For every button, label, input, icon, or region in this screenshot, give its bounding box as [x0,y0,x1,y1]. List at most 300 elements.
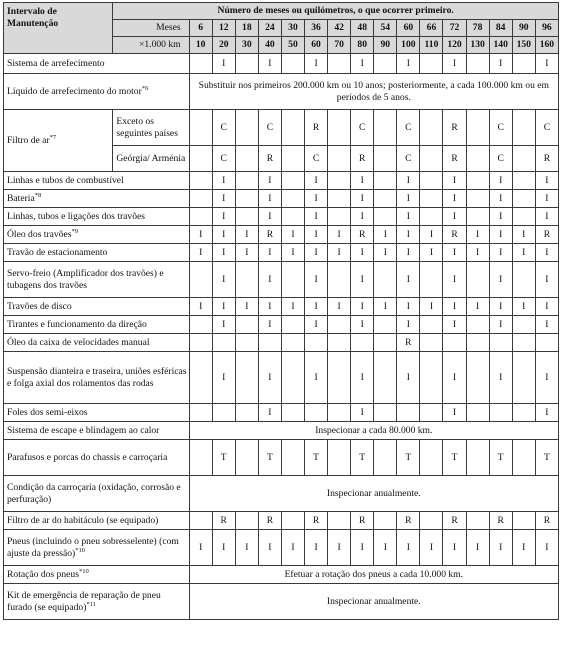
item-label-text: Óleo da caixa de velocidades manual [7,336,150,348]
schedule-cell [328,512,351,530]
interval-caption: Número de meses ou quilómetros, o que ocorrer primeiro. [113,3,559,20]
schedule-cell: I [466,226,489,244]
schedule-cell [512,208,535,226]
schedule-cell [305,404,328,422]
schedule-cell: I [489,208,512,226]
schedule-cell [281,146,304,172]
schedule-cell [328,334,351,352]
item-label [4,512,190,530]
schedule-cell: I [351,316,374,334]
schedule-cell: I [397,530,420,566]
schedule-cell [466,146,489,172]
schedule-cell [281,208,304,226]
schedule-cell: I [397,244,420,262]
item-label [4,298,190,316]
km-header: 80 [351,37,374,54]
schedule-cell [466,512,489,530]
schedule-cell: I [351,190,374,208]
schedule-cell [258,334,281,352]
schedule-cell: I [420,244,443,262]
schedule-cell: I [305,298,328,316]
month-header: 36 [305,20,328,37]
schedule-cell [281,352,304,404]
schedule-cell [512,146,535,172]
month-header: 90 [512,20,535,37]
schedule-cell [374,316,397,334]
item-label [4,530,190,566]
schedule-cell: I [281,298,304,316]
schedule-cell [420,172,443,190]
schedule-cell [374,352,397,404]
schedule-cell: I [535,298,558,316]
schedule-cell: I [305,352,328,404]
km-header: 150 [512,37,535,54]
schedule-cell: I [489,190,512,208]
schedule-cell: I [258,54,281,74]
schedule-cell: I [212,298,235,316]
schedule-cell [374,512,397,530]
schedule-cell [512,512,535,530]
schedule-cell: I [535,172,558,190]
item-label-text: Tirantes e funcionamento da direção [7,318,147,330]
schedule-cell [328,316,351,334]
schedule-cell [420,440,443,476]
item-label-text: Sistema de escape e blindagem ao calor [7,424,160,436]
schedule-cell: I [351,262,374,298]
schedule-cell: I [212,190,235,208]
schedule-cell [189,110,212,146]
schedule-cell: R [305,110,328,146]
item-label [4,54,190,74]
schedule-cell [189,172,212,190]
schedule-cell: I [489,316,512,334]
schedule-cell: R [443,146,466,172]
schedule-cell [189,190,212,208]
schedule-cell [489,334,512,352]
month-header: 48 [351,20,374,37]
interval-note: Inspecionar a cada 80.000 km. [189,422,558,440]
schedule-cell [535,334,558,352]
schedule-cell: I [374,226,397,244]
schedule-cell [466,262,489,298]
item-label [4,566,190,584]
schedule-cell: I [443,172,466,190]
schedule-cell: I [258,190,281,208]
header-row-top [4,3,559,20]
schedule-cell: I [466,298,489,316]
schedule-cell [374,146,397,172]
table-row [4,172,559,190]
schedule-cell: I [397,54,420,74]
schedule-cell [374,110,397,146]
schedule-cell [281,512,304,530]
schedule-cell: C [258,110,281,146]
schedule-cell [212,404,235,422]
schedule-cell [420,190,443,208]
schedule-cell [235,172,258,190]
schedule-cell [420,512,443,530]
month-header: 18 [235,20,258,37]
km-header: 70 [328,37,351,54]
schedule-cell: I [420,298,443,316]
item-label [4,172,190,190]
schedule-cell: I [235,530,258,566]
item-label-text: Sistema de arrefecimento [7,57,105,69]
item-label-text: Linhas, tubos e ligações dos travões [7,210,146,222]
schedule-cell: R [535,512,558,530]
item-label [4,110,113,172]
item-label-text: Kit de emergência de reparação de pneu furado (se equipado) [7,589,161,613]
schedule-cell [305,334,328,352]
schedule-cell: I [258,530,281,566]
schedule-cell [420,316,443,334]
item-label [4,440,190,476]
schedule-cell [466,208,489,226]
schedule-cell: I [489,172,512,190]
schedule-cell: I [258,172,281,190]
schedule-cell [420,262,443,298]
schedule-cell: I [189,530,212,566]
table-row [4,476,559,512]
schedule-cell: I [281,530,304,566]
schedule-cell [420,110,443,146]
schedule-cell: I [305,262,328,298]
schedule-cell: I [535,404,558,422]
schedule-cell [235,512,258,530]
schedule-cell: I [512,244,535,262]
schedule-cell: C [212,146,235,172]
footnote-ref: *8 [34,191,42,199]
schedule-cell [443,334,466,352]
schedule-cell: I [443,298,466,316]
schedule-cell [328,190,351,208]
schedule-cell: C [397,146,420,172]
schedule-cell: I [351,404,374,422]
schedule-cell [374,334,397,352]
months-label: Meses [113,20,189,37]
interval-note: Inspecionar anualmente. [189,584,558,620]
schedule-cell: C [489,146,512,172]
schedule-cell: I [535,244,558,262]
schedule-cell [281,316,304,334]
schedule-cell [189,262,212,298]
schedule-cell: I [328,244,351,262]
schedule-cell [512,334,535,352]
km-header: 40 [258,37,281,54]
schedule-cell [189,316,212,334]
item-label-text: Foles dos semi-eixos [7,406,88,418]
schedule-cell [281,54,304,74]
item-label [4,74,190,110]
schedule-cell: I [489,262,512,298]
schedule-cell: R [489,512,512,530]
schedule-cell: I [397,352,420,404]
schedule-cell [189,440,212,476]
month-header: 60 [397,20,420,37]
schedule-cell [281,172,304,190]
item-label-text: Linhas e tubos de combustível [7,174,124,186]
schedule-cell: I [305,316,328,334]
schedule-cell [281,262,304,298]
schedule-cell [328,110,351,146]
schedule-cell [420,146,443,172]
schedule-cell [512,190,535,208]
schedule-cell: C [305,146,328,172]
schedule-cell [351,334,374,352]
schedule-cell [328,404,351,422]
schedule-cell: I [535,190,558,208]
schedule-cell [328,172,351,190]
schedule-cell: I [351,530,374,566]
schedule-cell: T [397,440,420,476]
month-header: 96 [535,20,558,37]
schedule-cell [397,404,420,422]
schedule-cell [235,334,258,352]
schedule-cell [466,172,489,190]
schedule-cell [512,262,535,298]
table-row [4,190,559,208]
schedule-cell: C [489,110,512,146]
schedule-cell [374,440,397,476]
schedule-cell: I [443,262,466,298]
month-header: 78 [466,20,489,37]
schedule-cell: R [258,146,281,172]
schedule-cell: R [351,512,374,530]
schedule-cell: I [397,298,420,316]
month-header: 42 [328,20,351,37]
table-row [4,54,559,74]
interval-note: Substituir nos primeiros 200.000 km ou 10 anos; posteriormente, a cada 100.000 km ou em períodos de 5 anos. [189,74,558,110]
schedule-cell [235,262,258,298]
item-label-text: Parafusos e porcas do chassis e carroçaria [7,451,168,463]
schedule-cell: I [397,226,420,244]
item-label [4,584,190,620]
month-header: 84 [489,20,512,37]
schedule-cell [420,54,443,74]
schedule-cell: I [535,262,558,298]
interval-note: Efetuar a rotação dos pneus a cada 10.000 km. [189,566,558,584]
month-header: 12 [212,20,235,37]
schedule-cell [189,334,212,352]
km-header: 160 [535,37,558,54]
schedule-cell: R [397,334,420,352]
schedule-cell: R [443,226,466,244]
table-row [4,530,559,566]
schedule-cell: I [512,298,535,316]
schedule-cell: I [489,298,512,316]
schedule-cell [235,404,258,422]
footnote-ref: *11 [86,600,96,608]
schedule-cell: I [443,404,466,422]
schedule-cell: I [328,530,351,566]
schedule-cell: T [258,440,281,476]
schedule-cell [235,352,258,404]
schedule-cell [189,512,212,530]
item-label [4,352,190,404]
table-row [4,208,559,226]
schedule-cell: I [258,298,281,316]
schedule-cell: I [443,208,466,226]
schedule-cell [466,110,489,146]
km-header: 100 [397,37,420,54]
schedule-cell: I [305,530,328,566]
schedule-cell [189,208,212,226]
schedule-cell: R [443,110,466,146]
month-header: 66 [420,20,443,37]
schedule-cell: I [512,226,535,244]
schedule-cell: I [258,404,281,422]
schedule-cell [189,352,212,404]
schedule-cell [466,440,489,476]
schedule-cell [189,404,212,422]
schedule-cell [420,404,443,422]
schedule-cell: I [466,244,489,262]
table-row [4,422,559,440]
item-label [4,226,190,244]
km-header: 140 [489,37,512,54]
schedule-cell: I [351,172,374,190]
schedule-cell [189,146,212,172]
schedule-cell: I [305,172,328,190]
schedule-cell [374,190,397,208]
schedule-cell: I [189,298,212,316]
item-label [4,316,190,334]
schedule-cell: I [443,316,466,334]
interval-header: Intervalo de Manutenção [4,3,113,54]
maintenance-table [3,2,559,620]
table-row [4,334,559,352]
schedule-cell: R [397,512,420,530]
schedule-cell: I [535,316,558,334]
schedule-cell: R [305,512,328,530]
schedule-cell [235,190,258,208]
schedule-cell: C [212,110,235,146]
table-row [4,566,559,584]
item-label-text: Travões de disco [7,300,72,312]
schedule-cell [466,334,489,352]
schedule-cell [466,316,489,334]
schedule-cell: I [235,298,258,316]
schedule-cell [466,54,489,74]
item-label-text: Travão de estacionamento [7,246,108,258]
schedule-cell: I [374,298,397,316]
schedule-cell: I [512,530,535,566]
km-header: 50 [281,37,304,54]
interval-note: Inspecionar anualmente. [189,476,558,512]
schedule-cell [235,54,258,74]
item-sublabel: Exceto os seguintes países [113,110,189,146]
schedule-cell: I [443,352,466,404]
schedule-cell: T [212,440,235,476]
schedule-cell: I [489,244,512,262]
schedule-cell [489,404,512,422]
schedule-cell: I [420,226,443,244]
schedule-cell [512,172,535,190]
km-header: 30 [235,37,258,54]
km-header: 120 [443,37,466,54]
item-label [4,208,190,226]
table-row [4,316,559,334]
schedule-cell: I [443,530,466,566]
schedule-cell: I [212,172,235,190]
schedule-cell: I [212,54,235,74]
schedule-cell: I [443,244,466,262]
table-row [4,440,559,476]
schedule-cell: I [420,530,443,566]
schedule-cell [374,172,397,190]
item-label [4,190,190,208]
km-header: 20 [212,37,235,54]
schedule-cell: I [351,208,374,226]
footnote-ref: *10 [75,546,85,554]
schedule-cell [235,146,258,172]
table-row [4,404,559,422]
schedule-cell [281,190,304,208]
schedule-cell: I [235,244,258,262]
schedule-cell: I [397,208,420,226]
schedule-cell [328,440,351,476]
schedule-cell: R [212,512,235,530]
schedule-cell: R [535,226,558,244]
schedule-cell [212,334,235,352]
schedule-cell [328,208,351,226]
footnote-ref: *10 [78,567,89,575]
schedule-cell: I [281,226,304,244]
item-label [4,476,190,512]
schedule-cell: R [351,146,374,172]
table-row [4,584,559,620]
schedule-cell: I [535,54,558,74]
schedule-cell: I [397,262,420,298]
table-row [4,512,559,530]
schedule-cell: I [305,226,328,244]
schedule-cell: I [466,530,489,566]
schedule-cell: I [212,352,235,404]
km-header: 110 [420,37,443,54]
schedule-cell: C [351,110,374,146]
schedule-cell [374,54,397,74]
schedule-cell [235,440,258,476]
schedule-cell: I [374,530,397,566]
schedule-cell: T [351,440,374,476]
schedule-cell: I [258,244,281,262]
schedule-cell [466,352,489,404]
schedule-cell: I [328,226,351,244]
schedule-cell [466,404,489,422]
schedule-cell: I [305,244,328,262]
schedule-cell [281,110,304,146]
schedule-cell [512,110,535,146]
item-label [4,244,190,262]
schedule-cell: C [535,110,558,146]
schedule-cell: I [535,530,558,566]
month-header: 72 [443,20,466,37]
schedule-cell [281,404,304,422]
schedule-cell: I [489,530,512,566]
table-row [4,110,559,146]
schedule-cell: I [305,54,328,74]
schedule-cell: I [258,208,281,226]
km-label: ×1.000 km [113,37,189,54]
item-label-text: Rotação dos pneus [7,568,79,580]
schedule-cell: I [212,208,235,226]
schedule-cell: T [489,440,512,476]
schedule-cell: I [189,244,212,262]
schedule-cell: T [443,440,466,476]
schedule-cell: I [489,226,512,244]
item-label-text: Filtro de ar [7,134,50,146]
schedule-cell: T [535,440,558,476]
